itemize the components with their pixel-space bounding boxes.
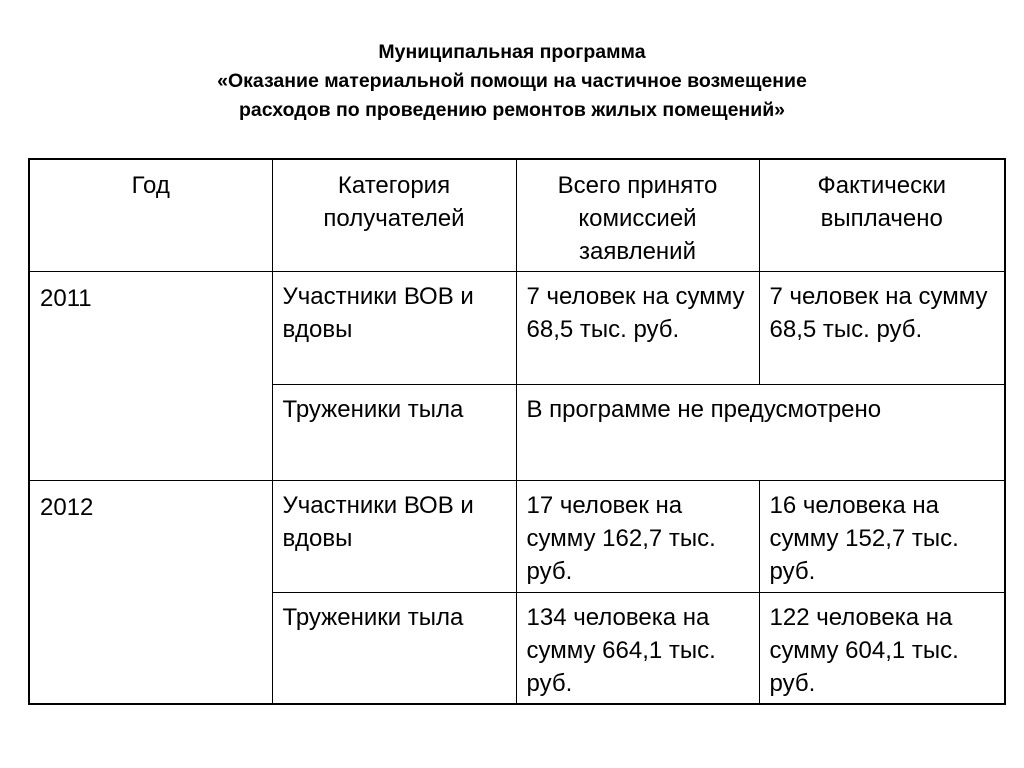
program-table: [28, 158, 1006, 705]
table-header-row: [29, 159, 1005, 271]
year-cell-2012: 2012: [29, 480, 272, 704]
table-row: [29, 480, 1005, 592]
category-cell: Труженики тыла: [272, 384, 516, 480]
table-row: [29, 271, 1005, 384]
page-title: [0, 38, 1024, 125]
header-paid: Фактически выплачено: [759, 159, 1005, 271]
category-cell: Участники ВОВ и вдовы: [272, 480, 516, 592]
paid-cell: 122 человека на сумму 604,1 тыс. руб.: [759, 592, 1005, 704]
accepted-cell: 17 человек на сумму 162,7 тыс. руб.: [516, 480, 759, 592]
title-line-2: «Оказание материальной помощи на частичное возмещение: [217, 70, 807, 92]
paid-cell: 16 человека на сумму 152,7 тыс. руб.: [759, 480, 1005, 592]
category-cell: Участники ВОВ и вдовы: [272, 271, 516, 384]
title-line-1: Муниципальная программа: [378, 41, 646, 63]
accepted-cell: 7 человек на сумму 68,5 тыс. руб.: [516, 271, 759, 384]
category-cell: Труженики тыла: [272, 592, 516, 704]
accepted-cell: 134 человека на сумму 664,1 тыс. руб.: [516, 592, 759, 704]
header-accepted: Всего принято комиссией заявлений: [516, 159, 759, 271]
header-category: Категория получателей: [272, 159, 516, 271]
year-cell-2011: 2011: [29, 271, 272, 480]
merged-note-cell: В программе не предусмотрено: [516, 384, 1005, 480]
paid-cell: 7 человек на сумму 68,5 тыс. руб.: [759, 271, 1005, 384]
header-year: Год: [29, 159, 272, 271]
title-line-3: расходов по проведению ремонтов жилых помещений»: [238, 99, 786, 121]
